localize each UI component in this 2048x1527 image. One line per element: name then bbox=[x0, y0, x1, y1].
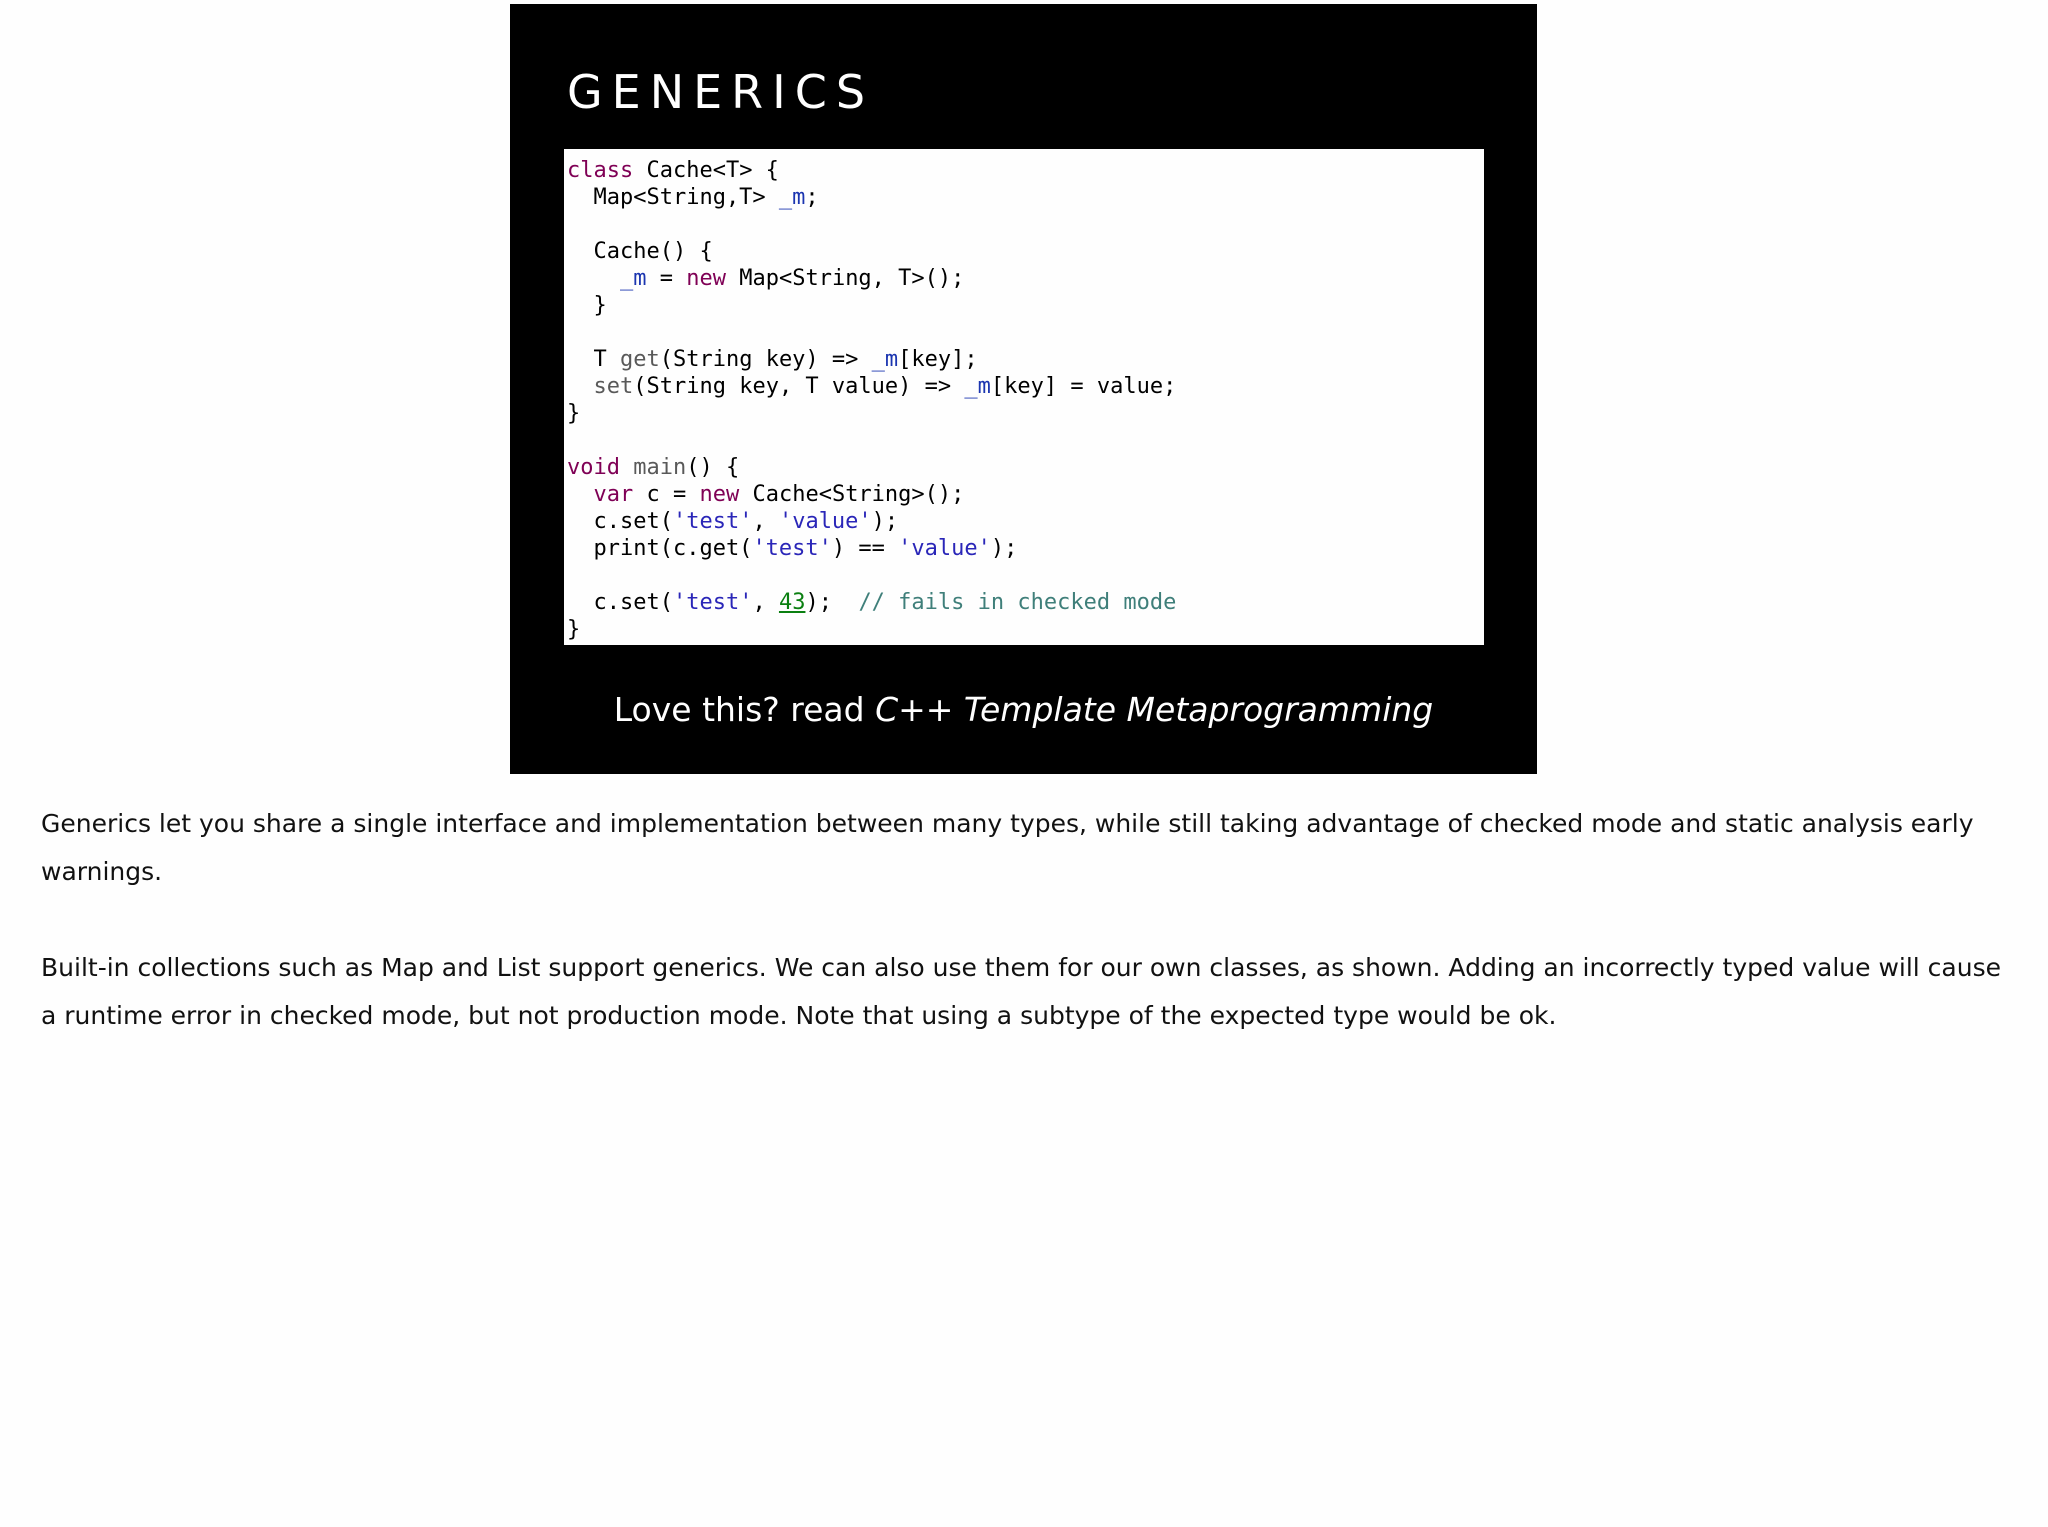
code-line: Cache() { bbox=[567, 239, 713, 264]
caption-book-title: C++ Template Metaprogramming bbox=[875, 690, 1434, 729]
code-text bbox=[567, 482, 594, 507]
slide-title: GENERICS bbox=[567, 65, 875, 119]
code-line bbox=[567, 508, 1484, 535]
code-line bbox=[567, 535, 1484, 562]
code-text: () { bbox=[686, 455, 740, 480]
code-line bbox=[567, 589, 1484, 616]
code-text: c.set( bbox=[567, 509, 673, 534]
code-text: , bbox=[752, 590, 779, 615]
code-line bbox=[567, 184, 1484, 211]
code-text: Cache<String>(); bbox=[739, 482, 965, 507]
speaker-notes bbox=[41, 800, 2001, 1088]
code-line: } bbox=[567, 617, 581, 642]
code-text: print(c.get( bbox=[567, 536, 753, 561]
code-text: [key] = value; bbox=[990, 374, 1177, 399]
code-line bbox=[567, 157, 1484, 184]
code-text: [key]; bbox=[898, 347, 978, 372]
code-text: T bbox=[567, 347, 620, 372]
code-line bbox=[567, 346, 1484, 373]
code-line bbox=[567, 481, 1484, 508]
code-text: c.set( bbox=[567, 590, 673, 615]
code-line: } bbox=[567, 401, 581, 426]
code-function: set bbox=[593, 374, 634, 399]
code-text: Map<String, T>(); bbox=[725, 266, 965, 291]
code-keyword: new bbox=[686, 266, 726, 291]
code-field: _m bbox=[619, 266, 647, 291]
caption-text: Love this? read bbox=[613, 690, 876, 729]
code-text: (String key, T value) => bbox=[633, 374, 965, 399]
code-text: ); bbox=[871, 509, 899, 534]
code-text: (String key) => bbox=[659, 347, 872, 372]
code-comment: // fails in checked mode bbox=[858, 590, 1177, 615]
code-function: main bbox=[633, 455, 687, 480]
code-keyword: new bbox=[699, 482, 740, 507]
code-text: c = bbox=[633, 482, 700, 507]
notes-paragraph: Built-in collections such as Map and List support generics. We can also use them for our own classes, as shown. Adding an incorrectly typed value will cause a runtime error in checked mode, but not production mode. Note that using a subtype of the expected type would be ok. bbox=[41, 953, 2001, 1030]
code-text: ; bbox=[805, 185, 819, 210]
slide-caption bbox=[510, 688, 1537, 732]
code-line bbox=[567, 373, 1484, 400]
notes-paragraph: Generics let you share a single interface and implementation between many types, while still taking advantage of checked mode and static analysis early warnings. bbox=[41, 809, 1974, 886]
code-string: 'test' bbox=[752, 536, 832, 561]
code-line bbox=[567, 319, 1484, 346]
code-line bbox=[567, 454, 1484, 481]
code-string: 'test' bbox=[672, 509, 753, 534]
code-string: 'value' bbox=[778, 509, 872, 534]
code-text: , bbox=[752, 509, 779, 534]
code-line: } bbox=[567, 293, 607, 318]
code-text: = bbox=[646, 266, 687, 291]
code-keyword: class bbox=[567, 158, 634, 183]
code-text: Map<String,T> bbox=[567, 185, 779, 210]
code-text: Cache<T> { bbox=[633, 158, 779, 183]
code-text bbox=[620, 455, 633, 480]
code-string: 'value' bbox=[898, 536, 991, 561]
code-field: _m bbox=[778, 185, 806, 210]
code-line bbox=[567, 211, 1484, 238]
code-field: _m bbox=[871, 347, 899, 372]
code-string: 'test' bbox=[672, 590, 753, 615]
code-text: ); bbox=[805, 590, 859, 615]
code-function: get bbox=[619, 347, 660, 372]
code-text: ) == bbox=[831, 536, 899, 561]
code-line bbox=[567, 562, 1484, 589]
code-text bbox=[567, 374, 594, 399]
code-text: ); bbox=[990, 536, 1018, 561]
code-block bbox=[564, 149, 1484, 645]
code-keyword: var bbox=[593, 482, 634, 507]
code-keyword: void bbox=[567, 455, 620, 480]
code-line bbox=[567, 427, 1484, 454]
code-line bbox=[567, 265, 1484, 292]
code-text bbox=[567, 266, 620, 291]
code-field: _m bbox=[964, 374, 991, 399]
code-number: 43 bbox=[778, 590, 806, 615]
slide bbox=[510, 4, 1537, 774]
